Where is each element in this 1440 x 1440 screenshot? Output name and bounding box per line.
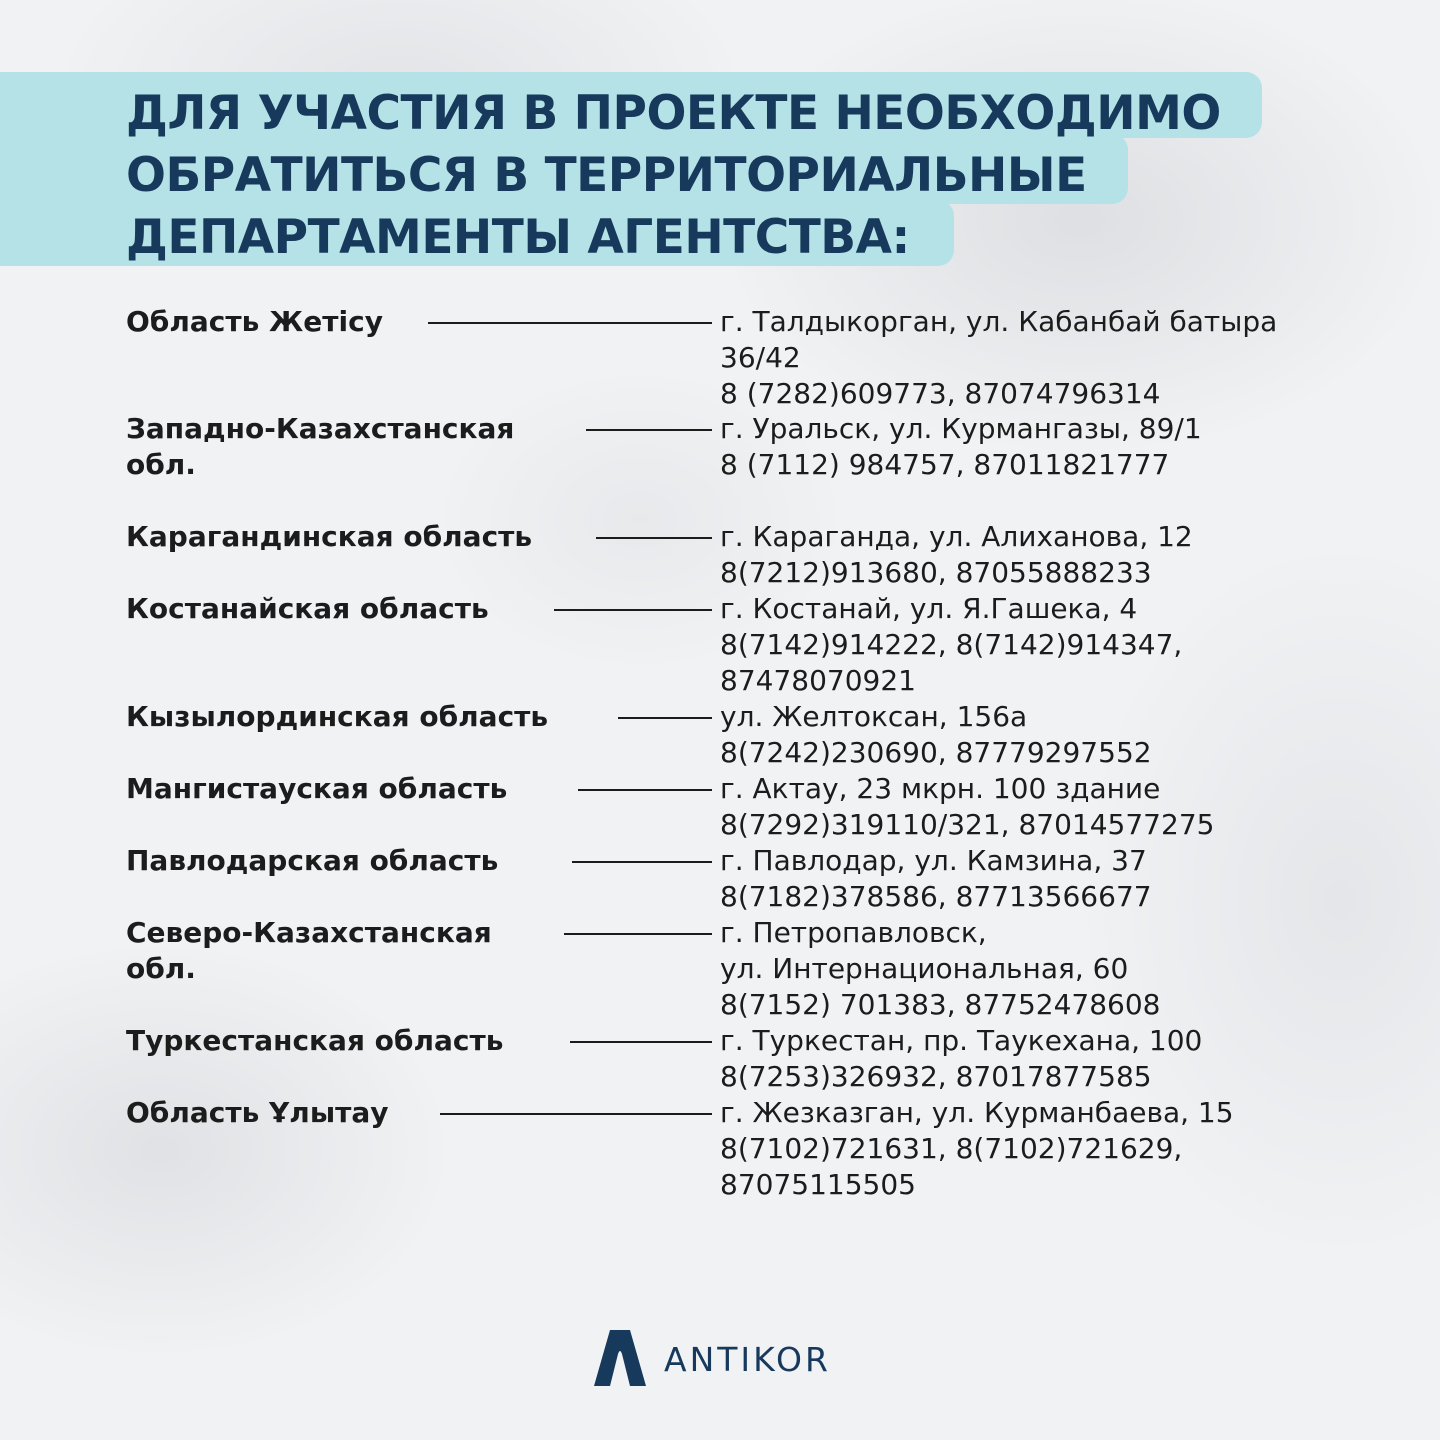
region-name-line: Туркестанская область: [126, 1024, 504, 1057]
connector-line: [554, 609, 712, 611]
region-name-line: Западно-Казахстанская: [126, 412, 515, 445]
address-line: г. Петропавловск,: [720, 916, 987, 949]
phone-line: 87075115505: [720, 1168, 916, 1201]
connector-line: [428, 322, 712, 324]
phone-line: 8(7102)721631, 8(7102)721629,: [720, 1132, 1183, 1165]
address-line: 36/42: [720, 341, 801, 374]
region-name: [126, 519, 532, 555]
department-info: [720, 411, 1202, 483]
region-name-line: Мангистауская область: [126, 772, 508, 805]
phone-line: 8(7142)914222, 8(7142)914347,: [720, 628, 1183, 661]
connector-line: [570, 1041, 712, 1043]
region-name-line: Область Ұлытау: [126, 1096, 389, 1129]
department-info: [720, 1095, 1234, 1203]
address-line: г. Актау, 23 мкрн. 100 здание: [720, 772, 1161, 805]
connector-line: [586, 429, 712, 431]
region-name-line: Область Жетісу: [126, 305, 383, 338]
phone-line: 8(7212)913680, 87055888233: [720, 556, 1152, 589]
address-line: г. Талдыкорган, ул. Кабанбай батыра: [720, 305, 1278, 338]
title-line-2: ОБРАТИТЬСЯ В ТЕРРИТОРИАЛЬНЫЕ: [126, 148, 1087, 203]
region-name: [126, 843, 498, 879]
department-info: [720, 304, 1277, 412]
region-name: [126, 591, 489, 627]
title-line-3: ДЕПАРТАМЕНТЫ АГЕНТСТВА:: [126, 210, 910, 265]
region-name-line: Костанайская область: [126, 592, 489, 625]
region-name-line: Кызылординская область: [126, 700, 549, 733]
connector-line: [564, 933, 712, 935]
logo-text: ANTIKOR: [664, 1340, 831, 1379]
region-name-line: обл.: [126, 448, 196, 481]
connector-line: [440, 1113, 712, 1115]
region-name-line: обл.: [126, 952, 196, 985]
phone-line: 8(7242)230690, 87779297552: [720, 736, 1152, 769]
address-line: г. Туркестан, пр. Таукехана, 100: [720, 1024, 1203, 1057]
address-line: г. Жезказган, ул. Курманбаева, 15: [720, 1096, 1234, 1129]
phone-line: 8 (7112) 984757, 87011821777: [720, 448, 1170, 481]
connector-line: [572, 861, 712, 863]
phone-line: 8(7292)319110/321, 87014577275: [720, 808, 1215, 841]
department-info: [720, 1023, 1202, 1095]
address-line: г. Караганда, ул. Алиханова, 12: [720, 520, 1193, 553]
region-name-line: Карагандинская область: [126, 520, 533, 553]
region-name-line: Северо-Казахстанская: [126, 916, 492, 949]
address-line: г. Костанай, ул. Я.Гашека, 4: [720, 592, 1138, 625]
department-info: [720, 843, 1152, 915]
connector-line: [596, 537, 712, 539]
connector-line: [618, 717, 712, 719]
region-name: [126, 304, 383, 340]
address-line: ул. Желтоксан, 156а: [720, 700, 1028, 733]
phone-line: 8(7182)378586, 87713566677: [720, 880, 1152, 913]
antikor-logo-icon: [594, 1330, 646, 1386]
department-info: [720, 771, 1214, 843]
department-info: [720, 699, 1152, 771]
phone-line: 8 (7282)609773, 87074796314: [720, 377, 1161, 410]
region-name: [126, 699, 548, 735]
title-block: [0, 72, 1440, 268]
title-line-1: ДЛЯ УЧАСТИЯ В ПРОЕКТЕ НЕОБХОДИМО: [126, 86, 1221, 141]
department-info: [720, 915, 1160, 1023]
region-name-line: Павлодарская область: [126, 844, 499, 877]
region-name: [126, 771, 507, 807]
department-info: [720, 591, 1182, 699]
region-name: [126, 1095, 389, 1131]
phone-line: 87478070921: [720, 664, 916, 697]
region-name: [126, 411, 514, 483]
address-line: г. Уральск, ул. Курмангазы, 89/1: [720, 412, 1202, 445]
region-name: [126, 1023, 503, 1059]
address-line: г. Павлодар, ул. Камзина, 37: [720, 844, 1147, 877]
address-line: ул. Интернациональная, 60: [720, 952, 1129, 985]
region-name: [126, 915, 492, 987]
phone-line: 8(7253)326932, 87017877585: [720, 1060, 1152, 1093]
department-info: [720, 519, 1193, 591]
connector-line: [578, 789, 712, 791]
phone-line: 8(7152) 701383, 87752478608: [720, 988, 1161, 1021]
